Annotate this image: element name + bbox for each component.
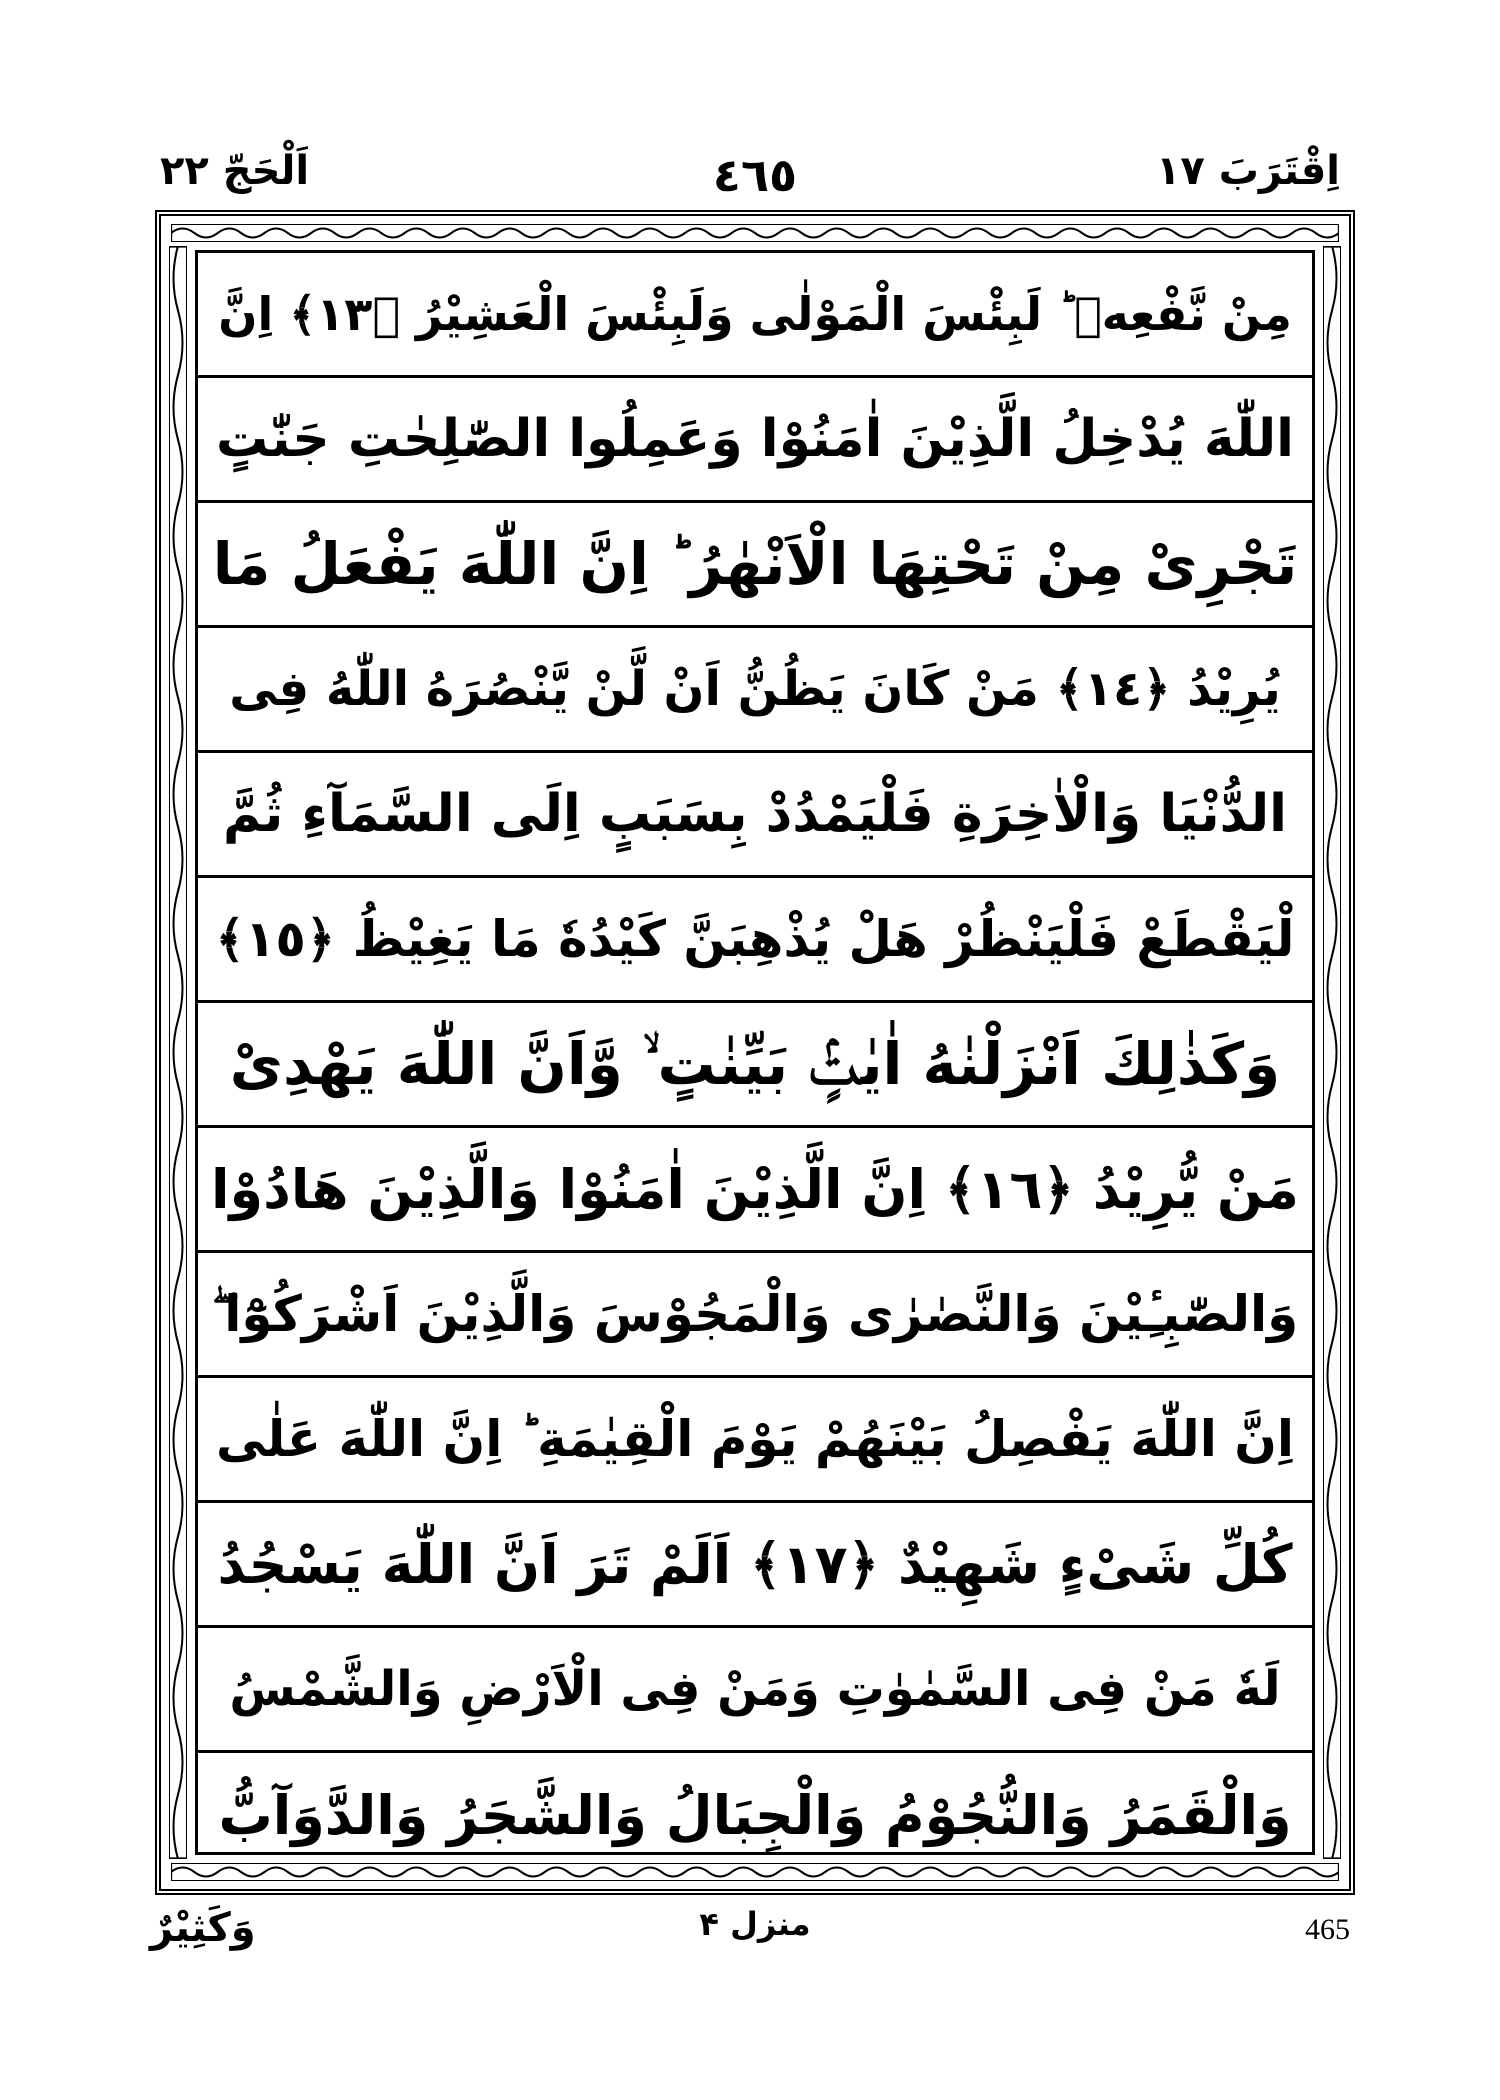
line-text: الدُّنْيَا وَالْاٰخِرَةِ فَلْيَمْدُدْ بِسَبَبٍ اِلَى السَّمَآءِ ثُمَّ <box>223 784 1287 844</box>
line-text: اللّٰهَ يُدْخِلُ الَّذِيْنَ اٰمَنُوْا وَعَمِلُوا الصّٰلِحٰتِ جَنّٰتٍ <box>215 409 1294 469</box>
text-line <box>198 1753 1312 1878</box>
line-text: وَكَذٰلِكَ اَنْزَلْنٰهُ اٰيٰتٍۢ بَيِّنٰتٍ ۙ وَّاَنَّ اللّٰهَ يَهْدِىْ <box>229 1029 1281 1098</box>
text-line <box>198 1128 1312 1253</box>
text-lines-box <box>195 250 1315 1855</box>
line-text: وَالْقَمَرُ وَالنُّجُوْمُ وَالْجِبَالُ وَالشَّجَرُ وَالدَّوَآبُّ <box>218 1784 1292 1847</box>
line-text: يُرِيْدُ ﴿١٤﴾ مَنْ كَانَ يَظُنُّ اَنْ لَّنْ يَّنْصُرَهُ اللّٰهُ فِى <box>229 661 1281 717</box>
line-text: اِنَّ اللّٰهَ يَفْصِلُ بَيْنَهُمْ يَوْمَ الْقِيٰمَةِ ؕ اِنَّ اللّٰهَ عَلٰى <box>215 1410 1295 1468</box>
line-text: كُلِّ شَىْءٍ شَهِيْدٌ ﴿١٧﴾ اَلَمْ تَرَ اَنَّ اللّٰهَ يَسْجُدُ <box>217 1532 1293 1596</box>
text-line <box>198 1253 1312 1378</box>
text-line <box>198 378 1312 503</box>
line-text: مِنْ نَّفْعِهٖ ؕ لَبِئْسَ الْمَوْلٰى وَلَبِئْسَ الْعَشِيْرُ ﴿١٣﴾ اِنَّ <box>218 287 1292 341</box>
decorative-border-right <box>1323 246 1341 1859</box>
text-frame <box>155 210 1355 1895</box>
para-title: اِقْتَرَبَ ١٧ <box>1155 148 1340 194</box>
line-text: وَالصّٰبِـِٔيْنَ وَالنَّصٰرٰى وَالْمَجُوْسَ وَالَّذِيْنَ اَشْرَكُوْٓا ۖ <box>211 1284 1299 1343</box>
page-number: 465 <box>1305 1913 1350 1946</box>
line-text: لَهٗ مَنْ فِى السَّمٰوٰتِ وَمَنْ فِى الْاَرْضِ وَالشَّمْسُ <box>229 1661 1281 1717</box>
text-line <box>198 1628 1312 1753</box>
text-line <box>198 1503 1312 1628</box>
decorative-border-top <box>171 224 1339 242</box>
manzil-label: منزل ۴ <box>699 1905 811 1943</box>
text-line <box>198 253 1312 378</box>
page-footer <box>150 1905 1360 1965</box>
catchword: وَكَثِيْرٌ <box>150 1905 256 1951</box>
text-line <box>198 1378 1312 1503</box>
line-text: تَجْرِىْ مِنْ تَحْتِهَا الْاَنْهٰرُ ؕ اِنَّ اللّٰهَ يَفْعَلُ مَا <box>212 530 1298 598</box>
decorative-border-left <box>169 246 187 1859</box>
surah-title: اَلْحَجّ ٢٢ <box>160 148 310 194</box>
text-line <box>198 503 1312 628</box>
line-text: مَنْ يُّرِيْدُ ﴿١٦﴾ اِنَّ الَّذِيْنَ اٰمَنُوْا وَالَّذِيْنَ هَادُوْا <box>211 1157 1299 1221</box>
line-text: لْيَقْطَعْ فَلْيَنْظُرْ هَلْ يُذْهِبَنَّ كَيْدُهٗ مَا يَغِيْظُ ﴿١٥﴾ <box>215 910 1295 968</box>
text-line <box>198 753 1312 878</box>
page-header <box>150 148 1360 208</box>
text-line <box>198 1003 1312 1128</box>
text-line <box>198 628 1312 753</box>
text-line <box>198 878 1312 1003</box>
page-number-arabic: ٤٦٥ <box>712 148 798 202</box>
